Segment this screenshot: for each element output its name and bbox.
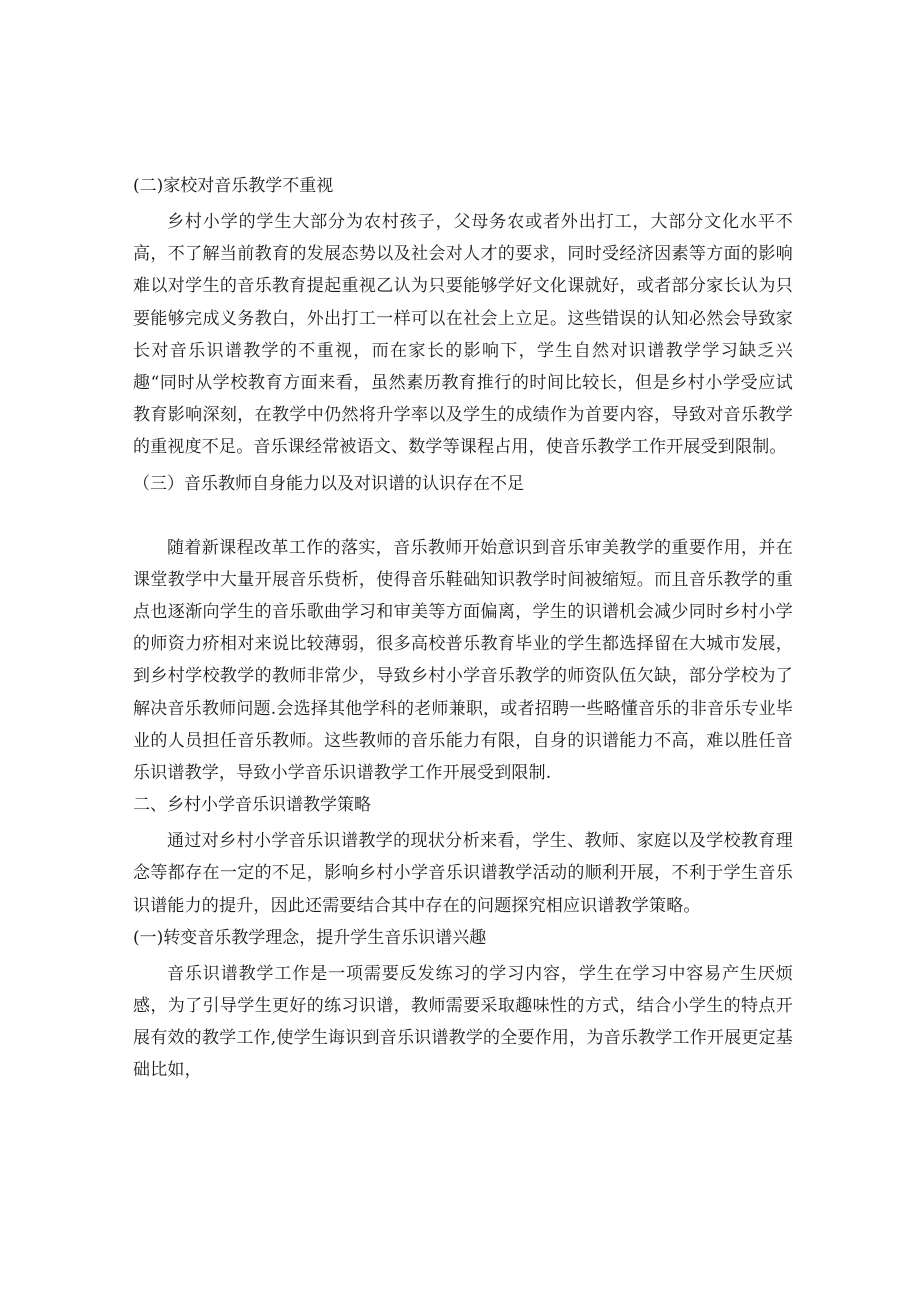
paragraph-teaching-concept: 音乐识谱教学工作是一项需要反发练习的学习内容，学生在学习中容易产生厌烦感，为了引导学生更好的练习识谱，教师需要采取趣味性的方式，结合小学生的特点开展有效的教学工作,使学生诲识到音乐识谱教学的全要作用，为音乐教学工作开展更定基础比如， [133, 963, 793, 1081]
paragraph-family-school: 乡村小学的学生大部分为农村孩子，父母务农或者外出打工，大部分文化水平不高，不了解当前教育的发展态势以及社会对人才的要求，同时受经济因素等方面的影响难以对学生的音乐教育提起重视乙认为只要能够学好文化课就好，或者部分家长认为只要能够完成义务教白，外出打工一样可以在社会上立足。这些错误的认知必然会导致家长对音乐识谱教学的不重视，而在家长的影响下，学生自然对识谱教学学习缺乏兴趣“同时从学校教育方面来看，虽然素历教育推行的时间比较长，但是乡村小学受应试教育影响深刻，在教学中仍然将升学率以及学生的成绩作为首要内容，导致对音乐教学的重视度不足。音乐课经常被语文、数学等课程占用，使音乐教学工作开展受到限制。 [133, 212, 793, 458]
section-heading-teaching-concept: (一)转变音乐教学理念，提升学生音乐识谱兴趣 [133, 927, 487, 948]
spacer [133, 500, 793, 532]
document-body [133, 170, 793, 1087]
paragraph-strategies-intro: 通过对乡村小学音乐识谱教学的现状分析来看，学生、教师、家庭以及学校教育理念等都存在一定的不足，影响乡村小学音乐识谱教学活动的顺利开展，不利于学生音乐识谱能力的提升，因此还需要结合其中存在的问题探究相应识谱教学策略。 [133, 831, 793, 916]
part-heading-strategies: 二、乡村小学音乐识谱教学策略 [133, 795, 371, 816]
paragraph-teacher-ability: 随着新课程改革工作的落实，音乐教师开始意识到音乐审美教学的重要作用，并在课堂教学中大量开展音乐赀析，使得音乐鞋础知识教学时间被缩短。而且音乐教学的重点也逐渐向学生的音乐歌曲学习和审美等方面偏离，学生的识谱机会减少同时乡村小学的师资力疥相对来说比较薄弱，很多高校普乐教育毕业的学生都选择留在大城市发展，到乡村学校教学的教师非常少，导致乡村小学音乐教学的师资队伍欠缺，部分学校为了解决音乐教师问题.会选择其他学科的老师兼职，或者招聘一些略懂音乐的非音乐专业毕业的人员担任音乐教师。这些教师的音乐能力有限，自身的识谱能力不高，难以胜任音乐识谱教学，导致小学音乐识谱教学工作开展受到限制. [133, 537, 793, 784]
section-heading-family-school: (二)家校对音乐教学不重视 [133, 176, 334, 196]
section-heading-teacher-ability: （三）音乐教师自身能力以及对识谱的认识存在不足 [133, 473, 524, 494]
